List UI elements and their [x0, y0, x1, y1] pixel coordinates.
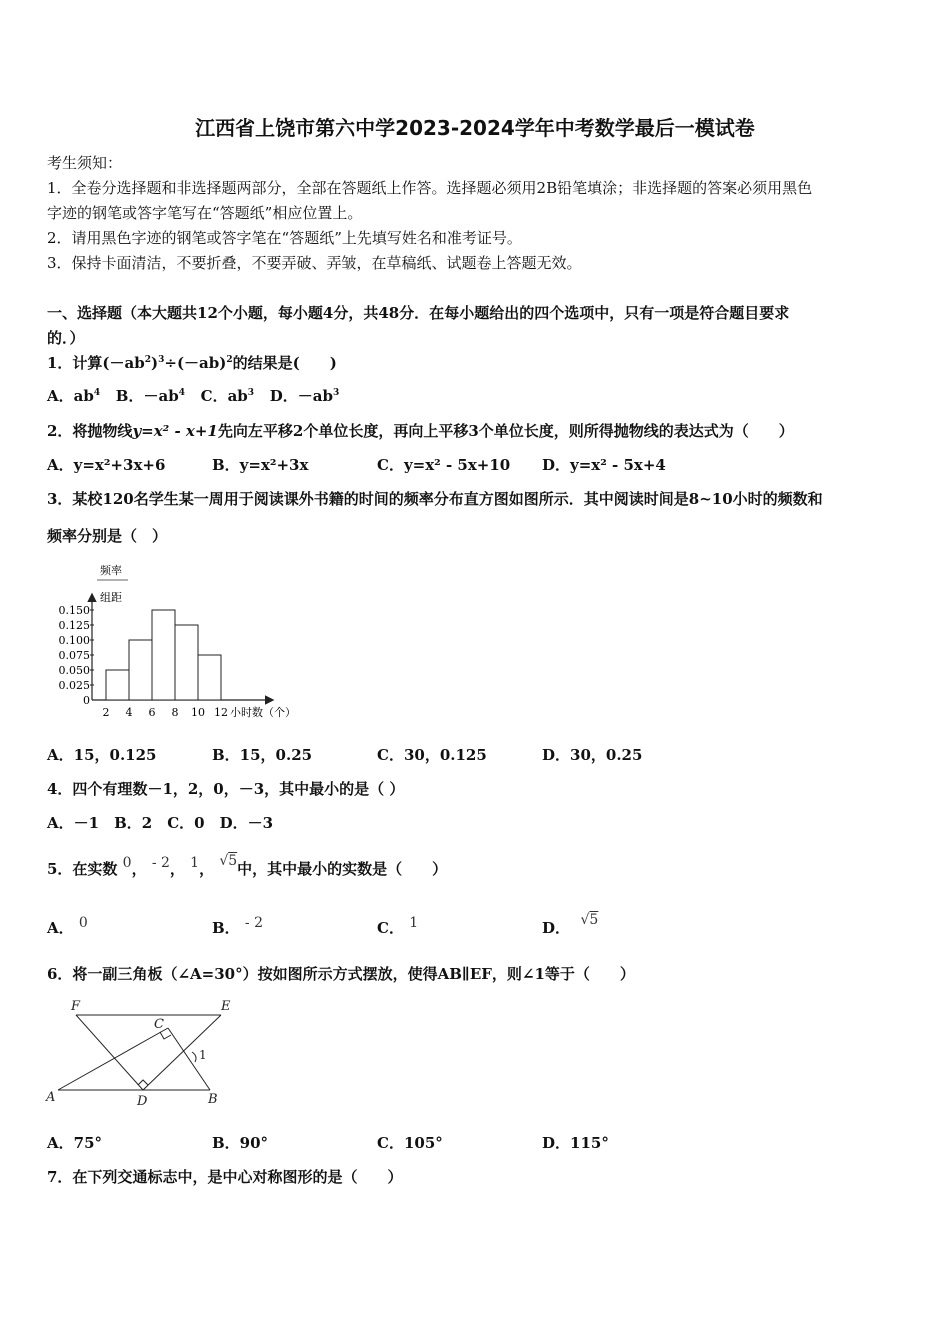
y-tick-label: 0.100	[58, 634, 90, 647]
question-2: 2．将抛物线y=x² - x+1先向左平移2个单位长度，再向上平移3个单位长度，则所得抛物线的表达式为（ ）	[47, 422, 794, 440]
question-3: 3．某校120名学生某一周用于阅读课外书籍的时间的频率分布直方图如图所示．其中阅读时间是8~10小时的频数和	[47, 490, 823, 508]
q2-option-c: C．y=x² - 5x+10	[377, 456, 511, 474]
x-tick-label: 2	[102, 706, 110, 719]
triangle-figure	[42, 995, 242, 1110]
q3-option-b: B．15，0.25	[212, 746, 313, 764]
q2-option-d: D．y=x² - 5x+4	[542, 456, 666, 474]
histogram-chart	[50, 560, 320, 725]
y-label-top: 频率	[100, 564, 122, 577]
label-a: A	[46, 1090, 56, 1105]
y-tick-label: 0	[83, 694, 90, 707]
x-tick-label: 12	[214, 706, 228, 719]
question-7: 7．在下列交通标志中，是中心对称图形的是（ ）	[47, 1168, 403, 1186]
notice-item: 3．保持卡面清洁，不要折叠，不要弄破、弄皱，在草稿纸、试题卷上答题无效。	[47, 254, 582, 272]
x-axis-label: 小时数（个）	[230, 706, 296, 719]
y-tick-label: 0.150	[58, 604, 90, 617]
sqrt5-icon: √5	[219, 853, 238, 869]
x-tick-label: 4	[125, 706, 133, 719]
y-tick-label: 0.025	[58, 679, 90, 692]
question-4: 4．四个有理数－1，2，0，－3，其中最小的是（ ）	[47, 780, 405, 798]
y-tick-label: 0.125	[58, 619, 90, 632]
question-1-options: A．$ab^4$ B．$-ab^4$ C．$ab^3$ D．$-ab^3$	[47, 387, 340, 405]
q2-option-a: A．y=x²+3x+6	[47, 456, 166, 474]
label-1: 1	[199, 1048, 207, 1062]
histogram-bar	[175, 625, 198, 700]
question-4-options: A．－1 B．2 C．0 D．－3	[47, 814, 274, 832]
q5-option-c: C． 1	[377, 915, 419, 937]
q5-option-d: D． √5	[542, 912, 599, 937]
line-fd	[76, 1015, 143, 1090]
y-label-bottom: 组距	[100, 591, 122, 604]
section-heading-cont: 的．）	[47, 329, 85, 347]
label-e: E	[221, 999, 231, 1014]
q6-option-c: C．105°	[377, 1134, 443, 1152]
notice-item: 字迹的钢笔或答字笔写在“答题纸”相应位置上。	[47, 204, 363, 222]
label-d: D	[137, 1094, 148, 1109]
histogram-bar	[198, 655, 221, 700]
label-f: F	[71, 999, 81, 1014]
right-angle-c	[160, 1032, 171, 1039]
histogram-bar	[129, 640, 152, 700]
q5-option-b: B． - 2	[212, 915, 264, 937]
question-6: 6．将一副三角板（∠A=30°）按如图所示方式摆放，使得AB∥EF，则∠1等于（ ）	[47, 965, 635, 983]
q3-option-d: D．30，0.25	[542, 746, 643, 764]
question-3-cont: 频率分别是（ ）	[47, 527, 168, 545]
histogram-bar	[152, 610, 175, 700]
x-tick-label: 10	[191, 706, 205, 719]
notice-item: 1．全卷分选择题和非选择题两部分，全部在答题纸上作答。选择题必须用2B铅笔填涂；非选择题的答案必须用黑色	[47, 179, 813, 197]
y-tick-label: 0.075	[58, 649, 90, 662]
page-title: 江西省上饶市第六中学2023-2024学年中考数学最后一模试卷	[195, 116, 755, 140]
histogram-bar	[106, 670, 129, 700]
question-1: 1．计算$(-ab^2)^3\div(-ab)^2$的结果是( )	[47, 354, 337, 372]
line-ac	[58, 1028, 168, 1090]
y-tick-label: 0.050	[58, 664, 90, 677]
q6-option-a: A．75°	[47, 1134, 103, 1152]
question-5: 5．在实数 0， - 2， 1， √5中，其中最小的实数是（ ）	[47, 853, 448, 878]
notice-heading: 考生须知：	[47, 154, 123, 172]
q2-option-b: B．y=x²+3x	[212, 456, 309, 474]
q3-option-c: C．30，0.125	[377, 746, 487, 764]
q6-option-b: B．90°	[212, 1134, 269, 1152]
q3-option-a: A．15，0.125	[47, 746, 157, 764]
x-tick-label: 6	[148, 706, 156, 719]
x-tick-label: 8	[171, 706, 179, 719]
q5-option-a: A． 0	[47, 915, 88, 937]
section-heading: 一、选择题（本大题共12个小题，每小题4分，共48分．在每小题给出的四个选项中，只有一项是符合题目要求	[47, 304, 790, 322]
notice-item: 2．请用黑色字迹的钢笔或答字笔在“答题纸”上先填写姓名和准考证号。	[47, 229, 522, 247]
angle-1-arc	[192, 1052, 196, 1062]
label-b: B	[208, 1092, 218, 1107]
right-angle-d	[138, 1080, 148, 1085]
label-c: C	[154, 1017, 164, 1032]
q6-option-d: D．115°	[542, 1134, 609, 1152]
